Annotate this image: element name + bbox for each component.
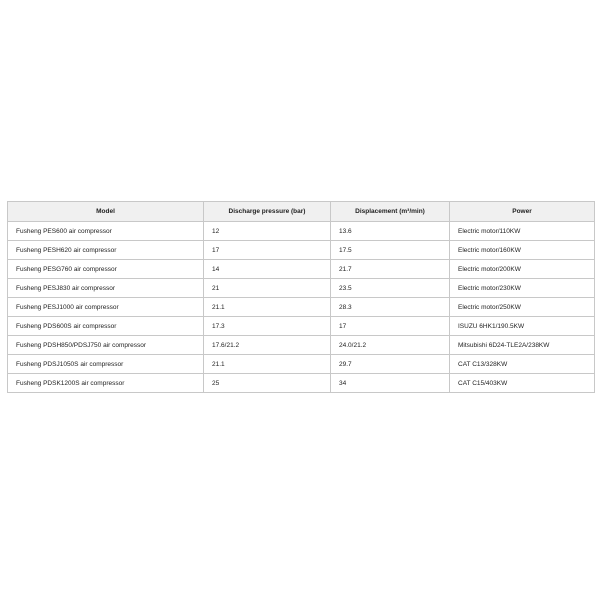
cell-power: Electric motor/200KW	[450, 260, 595, 279]
cell-power: Electric motor/110KW	[450, 222, 595, 241]
cell-displacement: 28.3	[331, 298, 450, 317]
cell-displacement: 21.7	[331, 260, 450, 279]
cell-discharge-pressure: 12	[204, 222, 331, 241]
table-row	[8, 336, 595, 355]
header-discharge-pressure: Discharge pressure (bar)	[204, 202, 331, 222]
header-power: Power	[450, 202, 595, 222]
cell-power: Electric motor/230KW	[450, 279, 595, 298]
cell-model: Fusheng PDSJ1050S air compressor	[8, 355, 204, 374]
cell-power: CAT C15/403KW	[450, 374, 595, 393]
cell-model: Fusheng PES600 air compressor	[8, 222, 204, 241]
cell-discharge-pressure: 21.1	[204, 298, 331, 317]
table-row	[8, 260, 595, 279]
table-row	[8, 317, 595, 336]
cell-displacement: 24.0/21.2	[331, 336, 450, 355]
cell-displacement: 17	[331, 317, 450, 336]
cell-power: Electric motor/250KW	[450, 298, 595, 317]
compressor-spec-table	[7, 201, 595, 393]
cell-model: Fusheng PDSK1200S air compressor	[8, 374, 204, 393]
cell-power: ISUZU 6HK1/190.5KW	[450, 317, 595, 336]
table-row	[8, 222, 595, 241]
table-row	[8, 298, 595, 317]
cell-discharge-pressure: 17.3	[204, 317, 331, 336]
table-header-row	[8, 202, 595, 222]
cell-displacement: 23.5	[331, 279, 450, 298]
cell-discharge-pressure: 17.6/21.2	[204, 336, 331, 355]
table-row	[8, 374, 595, 393]
cell-model: Fusheng PESG760 air compressor	[8, 260, 204, 279]
cell-displacement: 34	[331, 374, 450, 393]
table-row	[8, 355, 595, 374]
cell-discharge-pressure: 17	[204, 241, 331, 260]
cell-displacement: 13.6	[331, 222, 450, 241]
cell-power: CAT C13/328KW	[450, 355, 595, 374]
cell-model: Fusheng PESJ1000 air compressor	[8, 298, 204, 317]
cell-model: Fusheng PESJ830 air compressor	[8, 279, 204, 298]
cell-displacement: 29.7	[331, 355, 450, 374]
table-row	[8, 279, 595, 298]
cell-discharge-pressure: 14	[204, 260, 331, 279]
cell-displacement: 17.5	[331, 241, 450, 260]
cell-model: Fusheng PDS600S air compressor	[8, 317, 204, 336]
cell-discharge-pressure: 21	[204, 279, 331, 298]
cell-power: Mitsubishi 6D24-TLE2A/238KW	[450, 336, 595, 355]
header-displacement: Displacement (m³/min)	[331, 202, 450, 222]
cell-power: Electric motor/160KW	[450, 241, 595, 260]
cell-model: Fusheng PDSH850/PDSJ750 air compressor	[8, 336, 204, 355]
cell-discharge-pressure: 25	[204, 374, 331, 393]
table-row	[8, 241, 595, 260]
cell-discharge-pressure: 21.1	[204, 355, 331, 374]
header-model: Model	[8, 202, 204, 222]
cell-model: Fusheng PESH620 air compressor	[8, 241, 204, 260]
